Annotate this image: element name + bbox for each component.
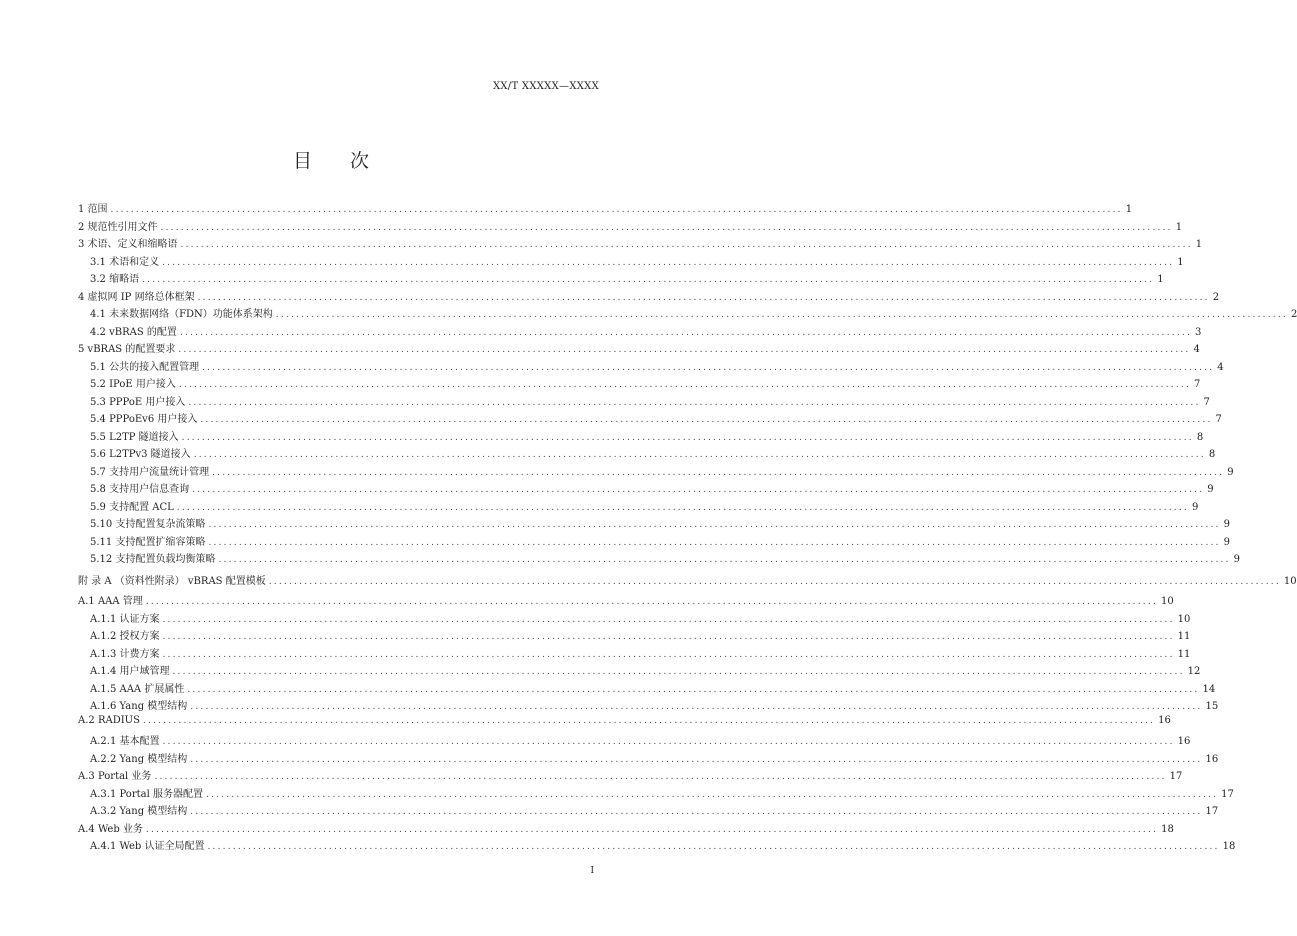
toc-entry-label: 5.3 PPPoE 用户接入 xyxy=(90,396,186,408)
toc-leader-dots: ........................................................................................................................................................................................................ xyxy=(193,450,1206,460)
toc-entry-label: A.1.4 用户域管理 xyxy=(90,666,170,677)
toc-entry-page: 14 xyxy=(1202,683,1216,695)
toc-entry[interactable] xyxy=(78,680,1216,698)
toc-entry-label: A.1.2 授权方案 xyxy=(90,631,160,642)
toc-entry-label: 3 术语、定义和缩略语 xyxy=(78,239,178,250)
toc-entry[interactable] xyxy=(78,697,1219,715)
toc-leader-dots: ........................................................................................................................................................................................................ xyxy=(218,555,1231,565)
toc-entry[interactable] xyxy=(78,305,1297,323)
toc-entry-page: 10 xyxy=(1177,613,1191,625)
toc-entry[interactable] xyxy=(78,428,1204,446)
toc-leader-dots: ........................................................................................................................................................................................................ xyxy=(162,632,1175,642)
toc-entry-page: 9 xyxy=(1233,554,1240,565)
toc-entry-label: A.1.5 AAA 扩展属性 xyxy=(90,683,185,695)
toc-entry-page: 18 xyxy=(1222,841,1236,852)
toc-entry[interactable] xyxy=(78,610,1191,628)
toc-leader-dots: ........................................................................................................................................................................................................ xyxy=(142,715,1156,726)
toc-entry[interactable] xyxy=(78,358,1224,376)
toc-entry[interactable] xyxy=(78,627,1191,645)
toc-entry-page: 8 xyxy=(1196,431,1204,443)
toc-entry[interactable] xyxy=(78,235,1203,253)
toc-entry[interactable] xyxy=(78,445,1216,463)
toc-entry[interactable] xyxy=(78,572,1297,590)
toc-entry-label: 5.4 PPPoEv6 用户接入 xyxy=(90,414,198,425)
toc-leader-dots: ........................................................................................................................................................................................................ xyxy=(178,345,1191,355)
toc-leader-dots: ........................................................................................................................................................................................................ xyxy=(208,520,1221,530)
toc-entry[interactable] xyxy=(78,750,1219,768)
toc-entry-label: 5.7 支持用户流量统计管理 xyxy=(90,466,210,478)
toc-entry[interactable] xyxy=(78,288,1220,306)
toc-entry-label: 5.9 支持配置 ACL xyxy=(90,501,174,513)
toc-entry-label: 5.5 L2TP 隧道接入 xyxy=(90,431,179,443)
toc-entry[interactable] xyxy=(78,410,1222,428)
toc-leader-dots: ........................................................................................................................................................................................................ xyxy=(188,397,1201,408)
toc-entry-label: A.3.1 Portal 服务器配置 xyxy=(90,788,203,800)
toc-entry[interactable] xyxy=(78,662,1201,680)
page-number: I xyxy=(590,866,594,876)
toc-entry-page: 7 xyxy=(1203,396,1210,408)
toc-entry-page: 3 xyxy=(1195,326,1202,338)
toc-leader-dots: ........................................................................................................................................................................................................ xyxy=(202,362,1215,373)
toc-entry-label: A.2.2 Yang 模型结构 xyxy=(90,753,188,765)
toc-entry-label: 5.6 L2TPv3 隧道接入 xyxy=(90,449,191,460)
toc-leader-dots: ........................................................................................................................................................................................................ xyxy=(187,684,1200,695)
toc-entry-label: A.4.1 Web 认证全局配置 xyxy=(90,841,205,852)
toc-entry-page: 1 xyxy=(1195,239,1203,250)
toc-entry[interactable] xyxy=(78,732,1191,750)
toc-entry-label: A.1 AAA 管理 xyxy=(78,596,143,607)
toc-entry-label: 2 规范性引用文件 xyxy=(78,221,158,233)
toc-entry-page: 9 xyxy=(1223,536,1230,548)
toc-entry-label: 5.1 公共的接入配置管理 xyxy=(90,361,200,373)
toc-entry-page: 17 xyxy=(1169,771,1183,782)
toc-entry[interactable] xyxy=(78,515,1230,533)
toc-entry-label: 5.10 支持配置复杂流策略 xyxy=(90,519,206,530)
toc-entry-label: 4.2 vBRAS 的配置 xyxy=(90,326,177,338)
toc-leader-dots: ........................................................................................................................................................................................................ xyxy=(162,614,1175,625)
toc-leader-dots: ........................................................................................................................................................................................................ xyxy=(172,667,1185,677)
toc-leader-dots: ........................................................................................................................................................................................................ xyxy=(145,824,1159,835)
toc-leader-dots: ........................................................................................................................................................................................................ xyxy=(205,789,1219,800)
toc-entry-page: 10 xyxy=(1283,575,1297,587)
toc-entry-page: 2 xyxy=(1212,291,1220,303)
toc-entry-label: A.2 RADIUS xyxy=(78,714,140,726)
toc-leader-dots: ........................................................................................................................................................................................................ xyxy=(176,502,1189,513)
toc-entry-page: 1 xyxy=(1177,256,1184,268)
toc-entry-page: 1 xyxy=(1125,204,1133,215)
toc-entry-label: 5.8 支持用户信息查询 xyxy=(90,484,190,495)
toc-entry-page: 1 xyxy=(1175,221,1183,233)
toc-entry-page: 1 xyxy=(1157,274,1164,285)
toc-entry-page: 4 xyxy=(1217,361,1224,373)
toc-entry-page: 11 xyxy=(1177,631,1191,642)
toc-entry[interactable] xyxy=(78,393,1210,411)
toc-entry[interactable] xyxy=(78,200,1133,218)
page-title: 目次 xyxy=(292,150,407,172)
toc-leader-dots: ........................................................................................................................................................................................................ xyxy=(268,576,1281,587)
toc-entry-label: A.1.1 认证方案 xyxy=(90,613,160,625)
toc-entry-page: 10 xyxy=(1160,596,1174,607)
toc-leader-dots: ........................................................................................................................................................................................................ xyxy=(192,485,1205,495)
toc-leader-dots: ........................................................................................................................................................................................................ xyxy=(180,240,1193,250)
toc-entry-label: A.3.2 Yang 模型结构 xyxy=(90,806,188,817)
toc-leader-dots: ........................................................................................................................................................................................................ xyxy=(197,292,1210,303)
toc-entry-page: 8 xyxy=(1208,449,1216,460)
toc-entry[interactable] xyxy=(78,767,1183,785)
toc-entry[interactable] xyxy=(78,785,1234,803)
toc-leader-dots: ........................................................................................................................................................................................................ xyxy=(181,432,1194,443)
toc-entry-page: 7 xyxy=(1194,379,1201,390)
toc-entry[interactable] xyxy=(78,340,1200,358)
toc-entry[interactable] xyxy=(78,323,1202,341)
toc-leader-dots: ........................................................................................................................................................................................................ xyxy=(178,380,1192,390)
toc-entry-label: 附 录 A （资料性附录） vBRAS 配置模板 xyxy=(78,575,266,587)
toc-entry-label: A.3 Portal 业务 xyxy=(78,771,152,782)
toc-leader-dots: ........................................................................................................................................................................................................ xyxy=(162,257,1175,268)
toc-entry-page: 7 xyxy=(1215,414,1222,425)
toc-entry[interactable] xyxy=(78,270,1164,288)
toc-leader-dots: ........................................................................................................................................................................................................ xyxy=(162,737,1175,747)
toc-entry-label: A.2.1 基本配置 xyxy=(90,736,160,747)
toc-leader-dots: ........................................................................................................................................................................................................ xyxy=(145,597,1158,607)
toc-entry[interactable] xyxy=(78,463,1234,481)
toc-entry-label: 1 范围 xyxy=(78,204,108,215)
toc-entry-label: 3.2 缩略语 xyxy=(90,274,140,285)
toc-leader-dots: ........................................................................................................................................................................................................ xyxy=(162,649,1175,660)
toc-leader-dots: ........................................................................................................................................................................................................ xyxy=(275,310,1288,320)
toc-entry-page: 16 xyxy=(1177,736,1191,747)
toc-entry-page: 17 xyxy=(1205,806,1219,817)
toc-entry-label: 5 vBRAS 的配置要求 xyxy=(78,344,176,355)
toc-leader-dots: ........................................................................................................................................................................................................ xyxy=(190,807,1203,817)
toc-entry[interactable] xyxy=(78,253,1184,271)
toc-entry[interactable] xyxy=(78,533,1230,551)
document-code: XX/T XXXXX—XXXX xyxy=(492,81,599,92)
toc-entry-label: 4.1 未来数据网络（FDN）功能体系架构 xyxy=(90,309,273,320)
toc-entry[interactable] xyxy=(78,375,1201,393)
toc-leader-dots: ........................................................................................................................................................................................................ xyxy=(110,205,1123,215)
toc-entry-page: 2 xyxy=(1290,309,1297,320)
toc-entry[interactable] xyxy=(78,498,1199,516)
toc-entry-page: 9 xyxy=(1223,519,1230,530)
toc-entry-label: A.1.6 Yang 模型结构 xyxy=(90,701,188,712)
toc-entry-label: 3.1 术语和定义 xyxy=(90,256,160,268)
toc-entry-label: 5.11 支持配置扩缩容策略 xyxy=(90,536,206,548)
toc-leader-dots: ........................................................................................................................................................................................................ xyxy=(212,467,1225,478)
toc-entry-label: A.1.3 计费方案 xyxy=(90,648,160,660)
toc-leader-dots: ........................................................................................................................................................................................................ xyxy=(207,842,1220,852)
toc-entry-page: 11 xyxy=(1177,648,1191,660)
table-of-contents xyxy=(78,200,1297,855)
toc-entry-page: 4 xyxy=(1193,344,1200,355)
toc-entry-page: 9 xyxy=(1207,484,1214,495)
toc-entry[interactable] xyxy=(78,714,1171,733)
toc-entry[interactable] xyxy=(78,592,1174,610)
toc-leader-dots: ........................................................................................................................................................................................................ xyxy=(200,415,1213,425)
toc-entry[interactable] xyxy=(78,837,1236,855)
toc-entry-page: 9 xyxy=(1227,466,1234,478)
toc-entry-page: 18 xyxy=(1161,823,1174,835)
toc-leader-dots: ........................................................................................................................................................................................................ xyxy=(154,772,1167,782)
toc-entry-label: 5.12 支持配置负载均衡策略 xyxy=(90,554,216,565)
toc-leader-dots: ........................................................................................................................................................................................................ xyxy=(179,327,1193,338)
toc-entry[interactable] xyxy=(78,480,1214,498)
toc-leader-dots: ........................................................................................................................................................................................................ xyxy=(160,222,1173,233)
toc-entry-page: 16 xyxy=(1158,714,1171,726)
toc-entry[interactable] xyxy=(78,218,1183,236)
toc-entry-page: 16 xyxy=(1205,753,1219,765)
toc-leader-dots: ........................................................................................................................................................................................................ xyxy=(190,702,1203,712)
toc-entry-page: 15 xyxy=(1205,701,1219,712)
toc-entry[interactable] xyxy=(78,820,1174,838)
toc-entry[interactable] xyxy=(78,550,1240,568)
toc-leader-dots: ........................................................................................................................................................................................................ xyxy=(190,754,1203,765)
toc-entry[interactable] xyxy=(78,802,1219,820)
toc-leader-dots: ........................................................................................................................................................................................................ xyxy=(208,537,1221,548)
toc-entry-label: A.4 Web 业务 xyxy=(78,823,143,835)
toc-entry-page: 9 xyxy=(1191,501,1199,513)
toc-entry-page: 17 xyxy=(1221,788,1234,800)
toc-entry[interactable] xyxy=(78,645,1191,663)
toc-leader-dots: ........................................................................................................................................................................................................ xyxy=(142,275,1155,285)
toc-entry-page: 12 xyxy=(1187,666,1201,677)
toc-entry-label: 4 虚拟网 IP 网络总体框架 xyxy=(78,291,195,303)
toc-entry-label: 5.2 IPoE 用户接入 xyxy=(90,379,176,390)
